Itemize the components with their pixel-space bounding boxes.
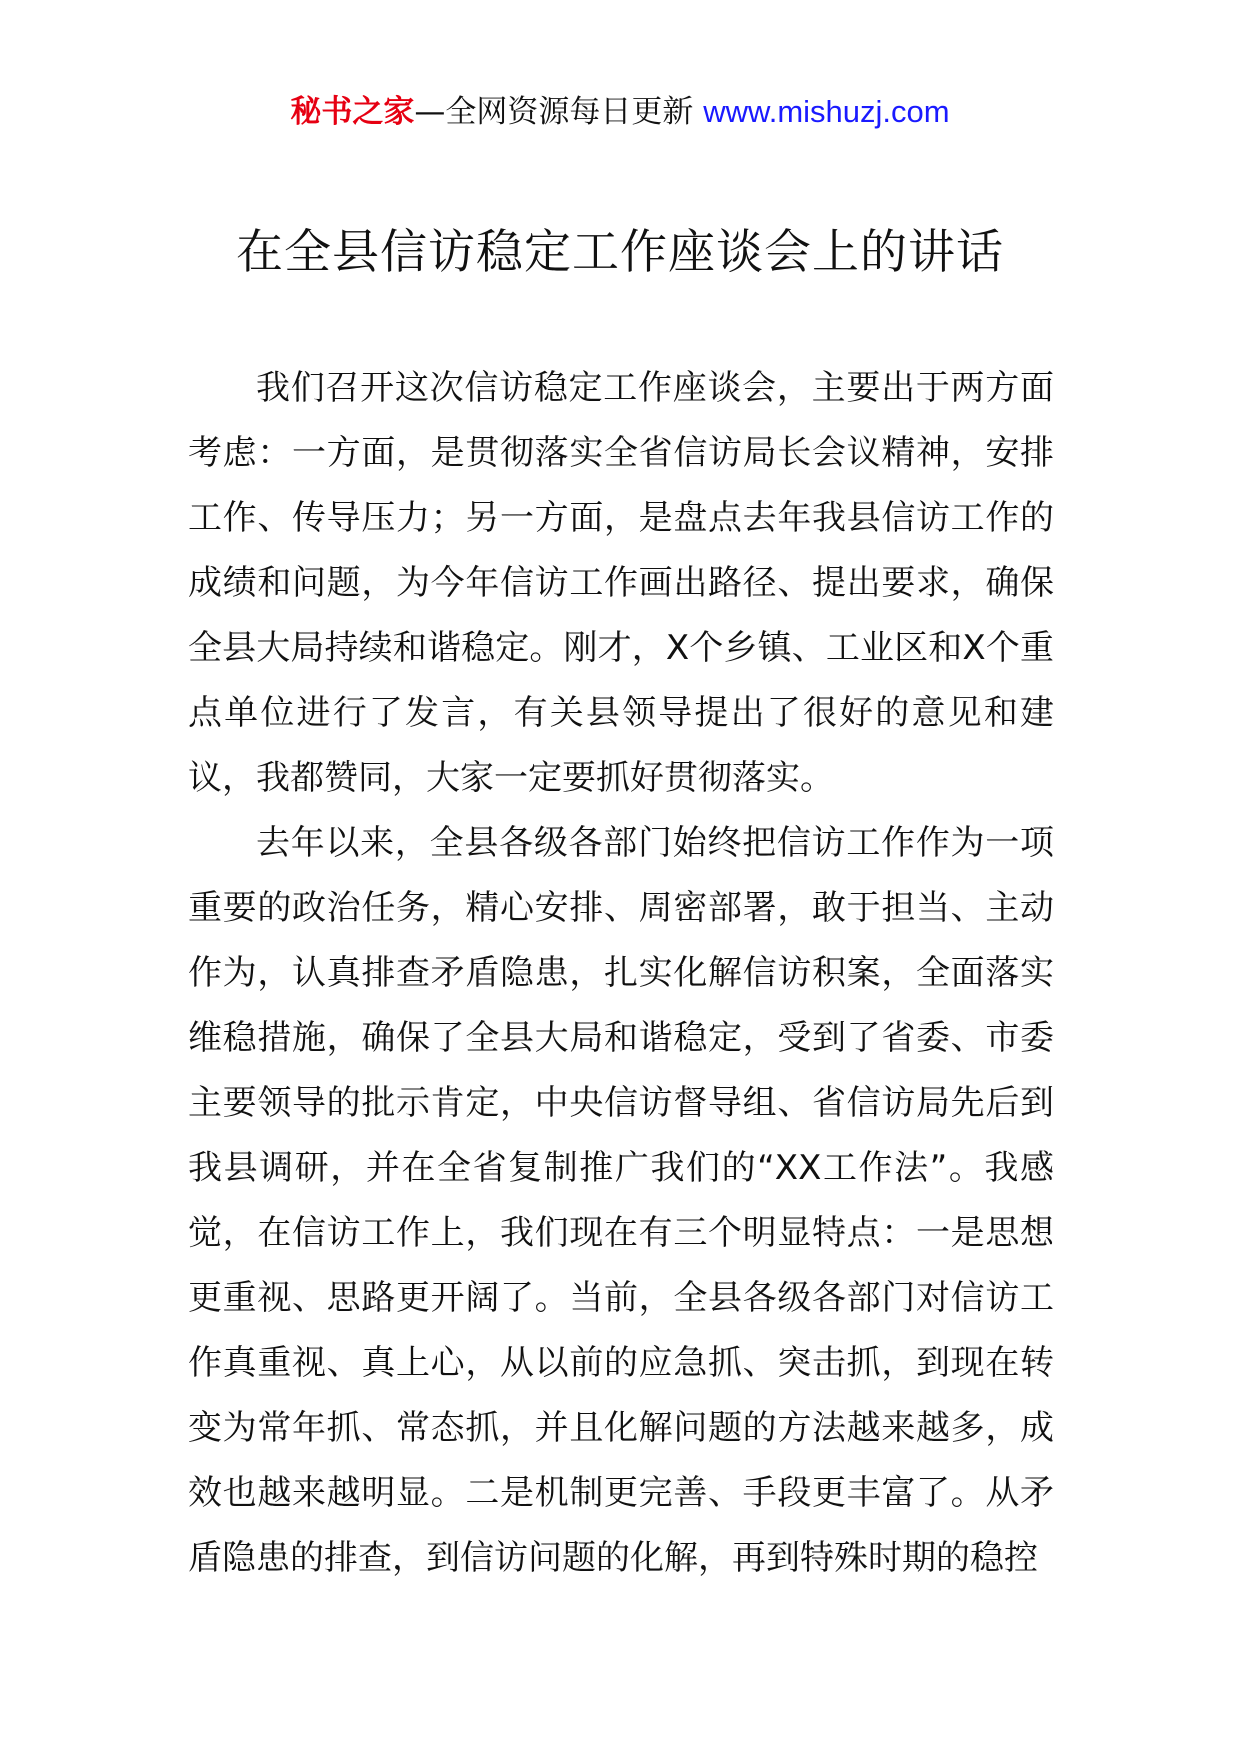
site-header (0, 92, 1240, 132)
document-body (188, 356, 1054, 1591)
document-title: 在全县信访稳定工作座谈会上的讲话 (236, 225, 1004, 280)
paragraph: 我们召开这次信访稳定工作座谈会，主要出于两方面考虑：一方面，是贯彻落实全省信访局长会议精神，安排工作、传导压力；另一方面，是盘点去年我县信访工作的成绩和问题，为今年信访工作画出路径、提出要求，确保全县大局持续和谐稳定。刚才，X个乡镇、工业区和X个重点单位进行了发言，有关县领导提出了很好的意见和建议，我都赞同，大家一定要抓好贯彻落实。 (188, 368, 1054, 798)
site-slogan: —全网资源每日更新 (414, 94, 694, 130)
paragraph: 去年以来，全县各级各部门始终把信访工作作为一项重要的政治任务，精心安排、周密部署，敢于担当、主动作为，认真排查矛盾隐患，扎实化解信访积案，全面落实维稳措施，确保了全县大局和谐稳定，受到了省委、市委主要领导的批示肯定，中央信访督导组、省信访局先后到我县调研，并在全省复制推广我们的“XX工作法”。我感觉，在信访工作上，我们现在有三个明显特点：一是思想更重视、思路更开阔了。当前，全县各级各部门对信访工作真重视、真上心，从以前的应急抓、突击抓，到现在转变为常年抓、常态抓，并且化解问题的方法越来越多，成效也越来越明显。二是机制更完善、手段更丰富了。从矛盾隐患的排查，到信访问题的化解，再到特殊时期的稳控 (188, 823, 1054, 1578)
site-url[interactable]: www.mishuzj.com (703, 94, 950, 129)
site-brand: 秘书之家 (290, 94, 415, 130)
